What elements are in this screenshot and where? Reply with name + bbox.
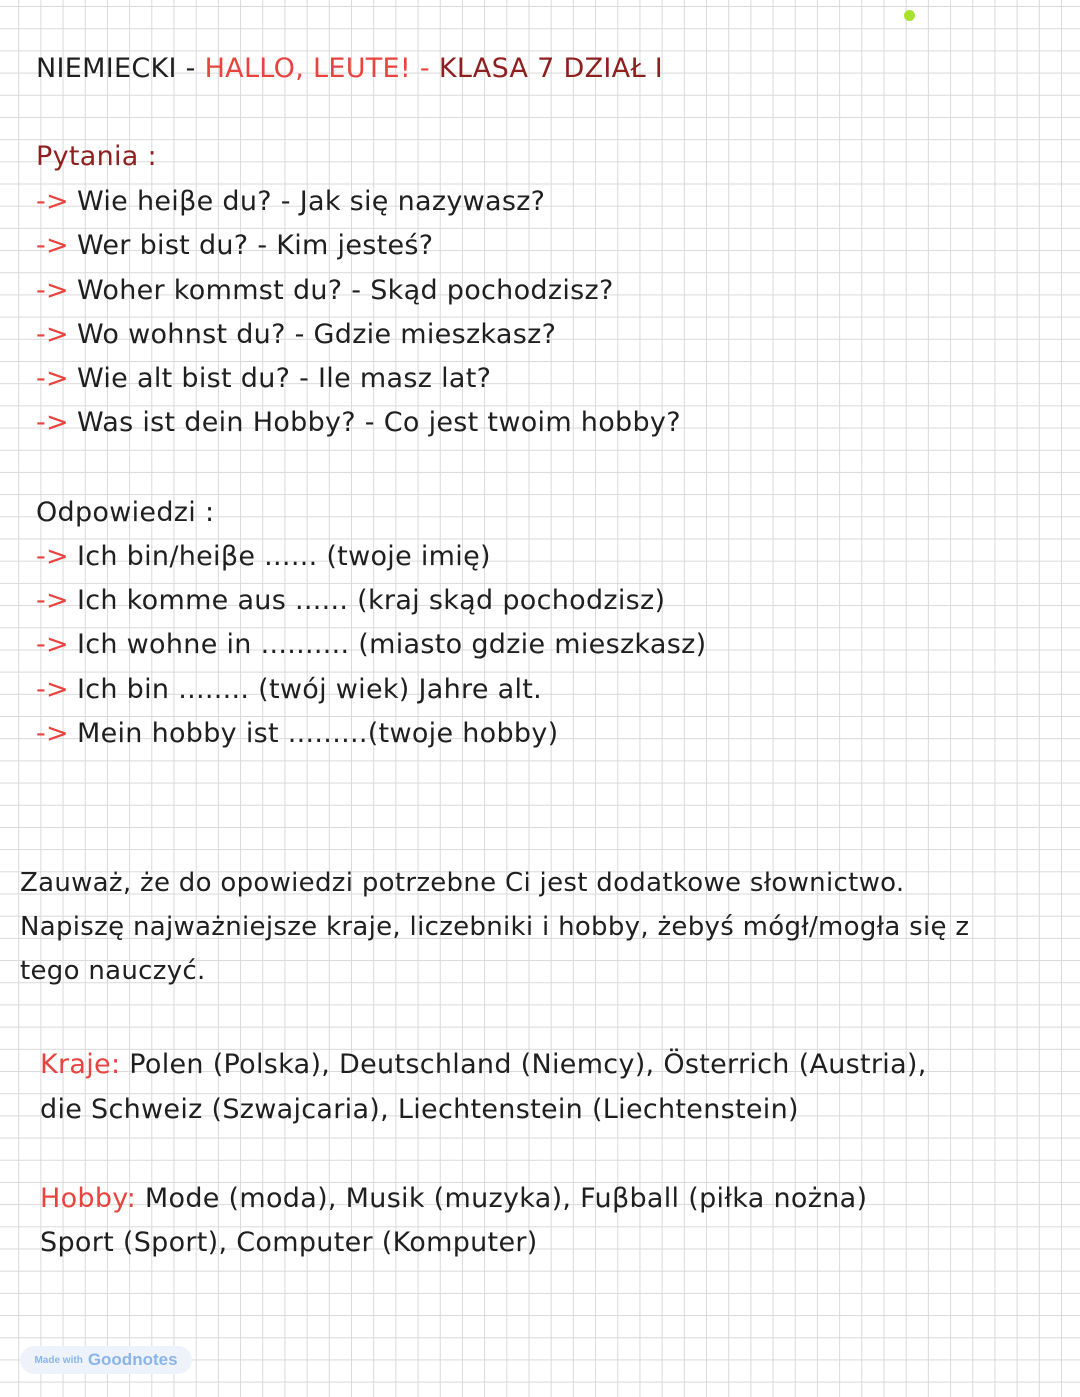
answer-item [36, 628, 706, 662]
question-item [36, 185, 545, 219]
arrow-icon: -> [36, 230, 69, 261]
title-class: KLASA 7 DZIAŁ I [438, 53, 664, 84]
answer-item [36, 540, 491, 574]
title-subject: NIEMIECKI - [36, 53, 205, 84]
arrow-icon: -> [36, 629, 69, 660]
answer-text: Ich wohne in .......... (miasto gdzie mieszkasz) [76, 629, 707, 660]
arrow-icon: -> [36, 407, 69, 438]
answer-text: Ich bin/heiβe ...... (twoje imię) [76, 541, 491, 572]
answer-item [36, 584, 665, 618]
note-line: Zauważ, że do opowiedzi potrzebne Ci jest dodatkowe słownictwo. [20, 868, 905, 898]
questions-heading: Pytania : [36, 141, 157, 172]
watermark-brand-text: Goodnotes [87, 1350, 178, 1369]
arrow-icon: -> [36, 674, 69, 705]
answer-text: Ich komme aus ...... (kraj skąd pochodzisz) [76, 585, 666, 616]
question-item [36, 318, 556, 352]
hobbies-line-1 [40, 1182, 867, 1216]
answer-text: Mein hobby ist .........(twoje hobby) [76, 718, 559, 749]
watermark-small-text: Made with [34, 1354, 83, 1366]
note-line: tego nauczyć. [20, 956, 206, 986]
title-book: HALLO, LEUTE! - [204, 53, 439, 84]
arrow-icon: -> [36, 319, 69, 350]
hobbies-label: Hobby: [40, 1183, 137, 1214]
goodnotes-watermark [20, 1346, 192, 1374]
question-text: Wie heiβe du? - Jak się nazywasz? [76, 186, 546, 217]
question-text: Woher kommst du? - Skąd pochodzisz? [76, 275, 614, 306]
question-text: Wo wohnst du? - Gdzie mieszkasz? [76, 319, 557, 350]
answer-text: Ich bin ........ (twój wiek) Jahre alt. [76, 674, 543, 705]
answers-heading: Odpowiedzi : [36, 497, 215, 528]
countries-line-1 [40, 1048, 927, 1082]
arrow-icon: -> [36, 718, 69, 749]
countries-line-2: die Schweiz (Szwajcaria), Liechtenstein (Liechtenstein) [40, 1094, 799, 1125]
green-dot-marker [904, 10, 915, 21]
question-item [36, 362, 491, 396]
arrow-icon: -> [36, 186, 69, 217]
question-text: Wer bist du? - Kim jesteś? [76, 230, 434, 261]
question-item [36, 406, 681, 440]
answer-item [36, 673, 542, 707]
hobbies-text: Mode (moda), Musik (muzyka), Fuβball (piłka nożna) [136, 1183, 868, 1214]
arrow-icon: -> [36, 541, 69, 572]
answer-item [36, 717, 558, 751]
question-item [36, 229, 433, 263]
countries-label: Kraje: [40, 1049, 121, 1080]
page-title [36, 52, 663, 86]
arrow-icon: -> [36, 585, 69, 616]
question-item [36, 274, 614, 308]
hobbies-line-2: Sport (Sport), Computer (Komputer) [40, 1227, 538, 1258]
countries-text: Polen (Polska), Deutschland (Niemcy), Österrich (Austria), [120, 1049, 927, 1080]
arrow-icon: -> [36, 363, 69, 394]
question-text: Wie alt bist du? - Ile masz lat? [76, 363, 492, 394]
note-line: Napiszę najważniejsze kraje, liczebniki i hobby, żebyś mógł/mogła się z [20, 912, 970, 942]
arrow-icon: -> [36, 275, 69, 306]
question-text: Was ist dein Hobby? - Co jest twoim hobby? [76, 407, 681, 438]
